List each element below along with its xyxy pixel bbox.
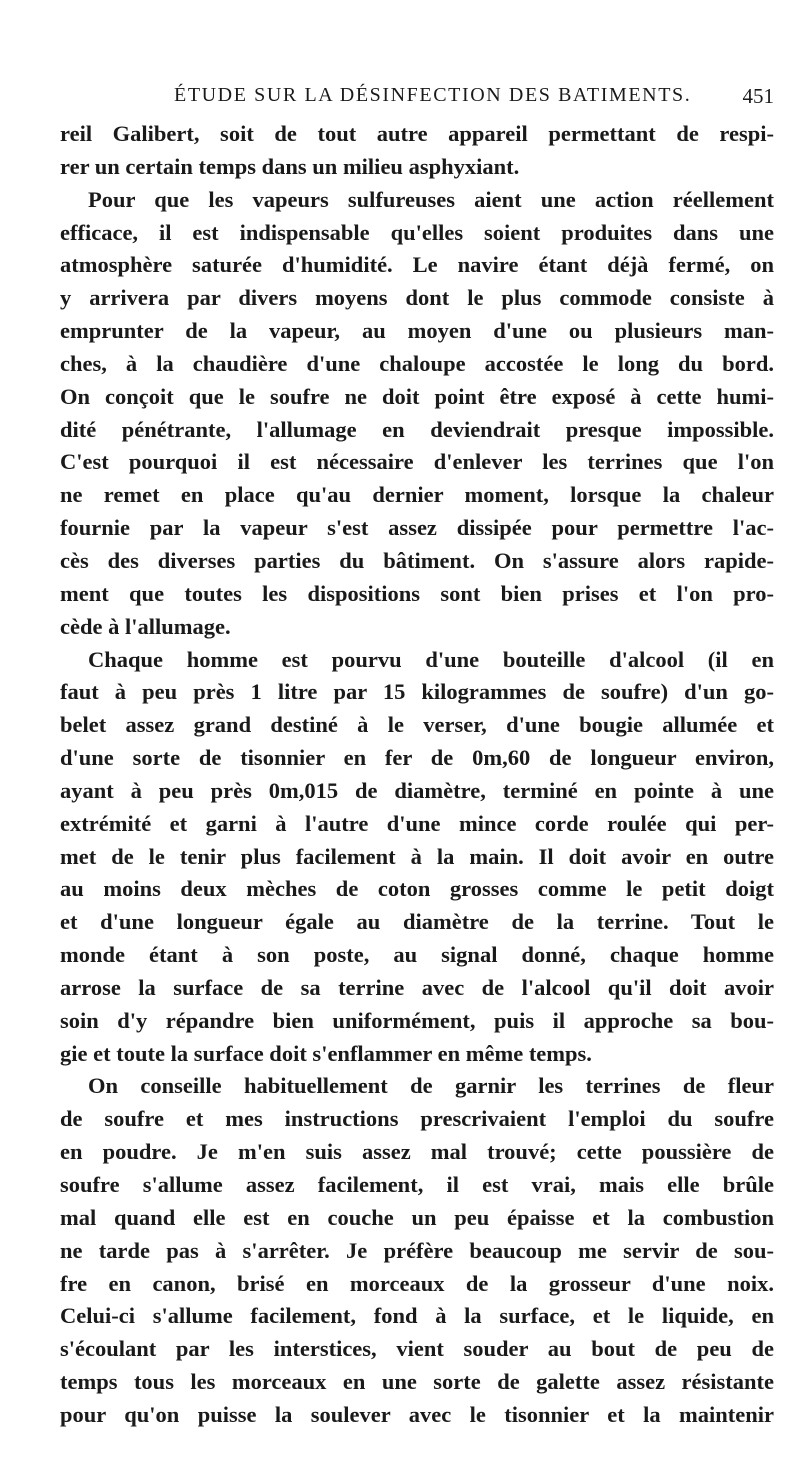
text-line: soufre s'allume assez facilement, il est vrai, mais elle brûle [60, 1172, 774, 1197]
text-line: cès des diverses parties du bâtiment. On s'assure alors rapide- [60, 547, 774, 573]
text-line: ayant à peu près 0m,015 de diamètre, terminé en pointe à une [60, 777, 774, 803]
text-line: cède à l'allumage. [60, 613, 231, 639]
text-line: pour qu'on puisse la soulever avec le tisonnier et la maintenir [60, 1401, 774, 1427]
text-line: fournie par la vapeur s'est assez dissipée pour permettre l'ac- [60, 515, 774, 541]
text-line: ne remet en place qu'au dernier moment, lorsque la chaleur [60, 482, 774, 508]
text-line: ches, à la chaudière d'une chaloupe accostée le long du bord. [60, 350, 774, 376]
text-line: efficace, il est indispensable qu'elles soient produites dans une [60, 219, 774, 245]
text-line: belet assez grand destiné à le verser, d'une bougie allumée et [60, 712, 774, 738]
text-line: faut à peu près 1 litre par 15 kilogrammes de soufre) d'un go- [60, 679, 774, 705]
running-header [60, 84, 774, 114]
body-text [60, 118, 774, 1432]
text-line: mal quand elle est en couche un peu épaisse et la combustion [60, 1204, 774, 1230]
text-line: Chaque homme est pourvu d'une bouteille d'alcool (il en [88, 646, 774, 672]
text-line: Pour que les vapeurs sulfureuses aient une action réellement [88, 186, 774, 212]
text-line: atmosphère saturée d'humidité. Le navire étant déjà fermé, on [60, 252, 774, 278]
text-line: d'une sorte de tisonnier en fer de 0m,60 de longueur environ, [60, 745, 774, 771]
text-line: s'écoulant par les interstices, vient souder au bout de peu de [60, 1336, 774, 1362]
text-line: de soufre et mes instructions prescrivaient l'emploi du soufre [60, 1106, 774, 1132]
text-line: soin d'y répandre bien uniformément, puis il approche sa bou- [60, 1007, 774, 1033]
text-line: et d'une longueur égale au diamètre de la terrine. Tout le [60, 909, 774, 935]
text-line: au moins deux mèches de coton grosses comme le petit doigt [60, 876, 774, 902]
text-line: On conseille habituellement de garnir les terrines de fleur [88, 1073, 774, 1099]
text-line: en poudre. Je m'en suis assez mal trouvé; cette poussière de [60, 1139, 774, 1165]
text-line: monde étant à son poste, au signal donné, chaque homme [60, 942, 774, 968]
text-line: emprunter de la vapeur, au moyen d'une ou plusieurs man- [60, 318, 774, 344]
text-line: C'est pourquoi il est nécessaire d'enlever les terrines que l'on [60, 449, 774, 475]
text-line: met de le tenir plus facilement à la main. Il doit avoir en outre [60, 843, 774, 869]
page-number: 451 [742, 84, 774, 108]
running-title: ÉTUDE SUR LA DÉSINFECTION DES BATIMENTS. [174, 84, 692, 106]
text-line: gie et toute la surface doit s'enflammer en même temps. [60, 1040, 592, 1066]
text-line: ne tarde pas à s'arrêter. Je préfère beaucoup me servir de sou- [60, 1237, 774, 1263]
text-line: extrémité et garni à l'autre d'une mince corde roulée qui per- [60, 810, 774, 836]
text-line: fre en canon, brisé en morceaux de la grosseur d'une noix. [60, 1270, 774, 1296]
text-line: y arrivera par divers moyens dont le plus commode consiste à [60, 285, 774, 311]
text-line: temps tous les morceaux en une sorte de galette assez résistante [60, 1369, 774, 1395]
text-line: On conçoit que le soufre ne doit point être exposé à cette humi- [60, 383, 774, 409]
text-line: reil Galibert, soit de tout autre appareil permettant de respi- [60, 121, 774, 146]
text-line: Celui-ci s'allume facilement, fond à la surface, et le liquide, en [60, 1303, 774, 1329]
text-line: ment que toutes les dispositions sont bien prises et l'on pro- [60, 580, 774, 606]
text-line: arrose la surface de sa terrine avec de l'alcool qu'il doit avoir [60, 974, 774, 1000]
text-line: rer un certain temps dans un milieu asphyxiant. [60, 153, 520, 179]
text-line: dité pénétrante, l'allumage en deviendrait presque impossible. [60, 416, 774, 442]
